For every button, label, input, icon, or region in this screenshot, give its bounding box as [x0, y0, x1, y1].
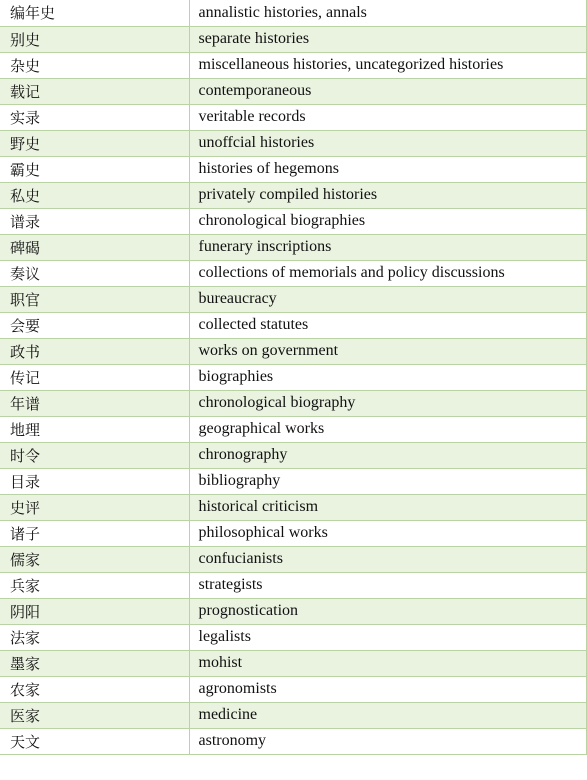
table-row	[0, 468, 586, 494]
table-row	[0, 598, 586, 624]
chinese-term: 年谱	[0, 390, 189, 416]
english-translation: privately compiled histories	[189, 182, 586, 208]
english-translation: chronography	[189, 442, 586, 468]
table-row	[0, 390, 586, 416]
english-translation: strategists	[189, 572, 586, 598]
table-row	[0, 260, 586, 286]
chinese-term: 目录	[0, 468, 189, 494]
table-row	[0, 234, 586, 260]
chinese-term: 阴阳	[0, 598, 189, 624]
chinese-term: 法家	[0, 624, 189, 650]
chinese-term: 职官	[0, 286, 189, 312]
chinese-term: 地理	[0, 416, 189, 442]
table-row	[0, 494, 586, 520]
english-translation: philosophical works	[189, 520, 586, 546]
table-row	[0, 208, 586, 234]
chinese-term: 别史	[0, 26, 189, 52]
table-row	[0, 546, 586, 572]
english-translation: works on government	[189, 338, 586, 364]
chinese-term: 诸子	[0, 520, 189, 546]
chinese-term: 墨家	[0, 650, 189, 676]
english-translation: separate histories	[189, 26, 586, 52]
chinese-term: 编年史	[0, 0, 189, 26]
chinese-term: 谱录	[0, 208, 189, 234]
english-translation: unoffcial histories	[189, 130, 586, 156]
english-translation: biographies	[189, 364, 586, 390]
english-translation: collections of memorials and policy discussions	[189, 260, 586, 286]
english-translation: contemporaneous	[189, 78, 586, 104]
chinese-term: 私史	[0, 182, 189, 208]
table-row	[0, 572, 586, 598]
chinese-term: 政书	[0, 338, 189, 364]
english-translation: chronological biographies	[189, 208, 586, 234]
english-translation: collected statutes	[189, 312, 586, 338]
table-row	[0, 286, 586, 312]
english-translation: prognostication	[189, 598, 586, 624]
table-row	[0, 702, 586, 728]
table-row	[0, 0, 586, 26]
english-translation: astronomy	[189, 728, 586, 754]
table-row	[0, 676, 586, 702]
chinese-term: 时令	[0, 442, 189, 468]
chinese-term: 实录	[0, 104, 189, 130]
table-row	[0, 156, 586, 182]
english-translation: legalists	[189, 624, 586, 650]
table-row	[0, 442, 586, 468]
table-row	[0, 104, 586, 130]
english-translation: confucianists	[189, 546, 586, 572]
chinese-term: 兵家	[0, 572, 189, 598]
table-row	[0, 416, 586, 442]
table-row	[0, 624, 586, 650]
chinese-term: 碑碣	[0, 234, 189, 260]
chinese-term: 医家	[0, 702, 189, 728]
table-row	[0, 52, 586, 78]
english-translation: veritable records	[189, 104, 586, 130]
table-row	[0, 78, 586, 104]
english-translation: historical criticism	[189, 494, 586, 520]
chinese-term: 儒家	[0, 546, 189, 572]
english-translation: histories of hegemons	[189, 156, 586, 182]
chinese-term: 史评	[0, 494, 189, 520]
english-translation: funerary inscriptions	[189, 234, 586, 260]
english-translation: geographical works	[189, 416, 586, 442]
chinese-term: 农家	[0, 676, 189, 702]
table-row	[0, 520, 586, 546]
chinese-term: 会要	[0, 312, 189, 338]
table-row	[0, 182, 586, 208]
table-row	[0, 728, 586, 754]
table-row	[0, 364, 586, 390]
english-translation: medicine	[189, 702, 586, 728]
chinese-term: 载记	[0, 78, 189, 104]
chinese-term: 杂史	[0, 52, 189, 78]
english-translation: agronomists	[189, 676, 586, 702]
chinese-term: 天文	[0, 728, 189, 754]
english-translation: annalistic histories, annals	[189, 0, 586, 26]
english-translation: bibliography	[189, 468, 586, 494]
chinese-term: 霸史	[0, 156, 189, 182]
table-row	[0, 26, 586, 52]
english-translation: bureaucracy	[189, 286, 586, 312]
table-row	[0, 650, 586, 676]
table-row	[0, 338, 586, 364]
chinese-term: 奏议	[0, 260, 189, 286]
chinese-term: 传记	[0, 364, 189, 390]
english-translation: mohist	[189, 650, 586, 676]
table-row	[0, 130, 586, 156]
chinese-term: 野史	[0, 130, 189, 156]
english-translation: miscellaneous histories, uncategorized histories	[189, 52, 586, 78]
english-translation: chronological biography	[189, 390, 586, 416]
table-row	[0, 312, 586, 338]
